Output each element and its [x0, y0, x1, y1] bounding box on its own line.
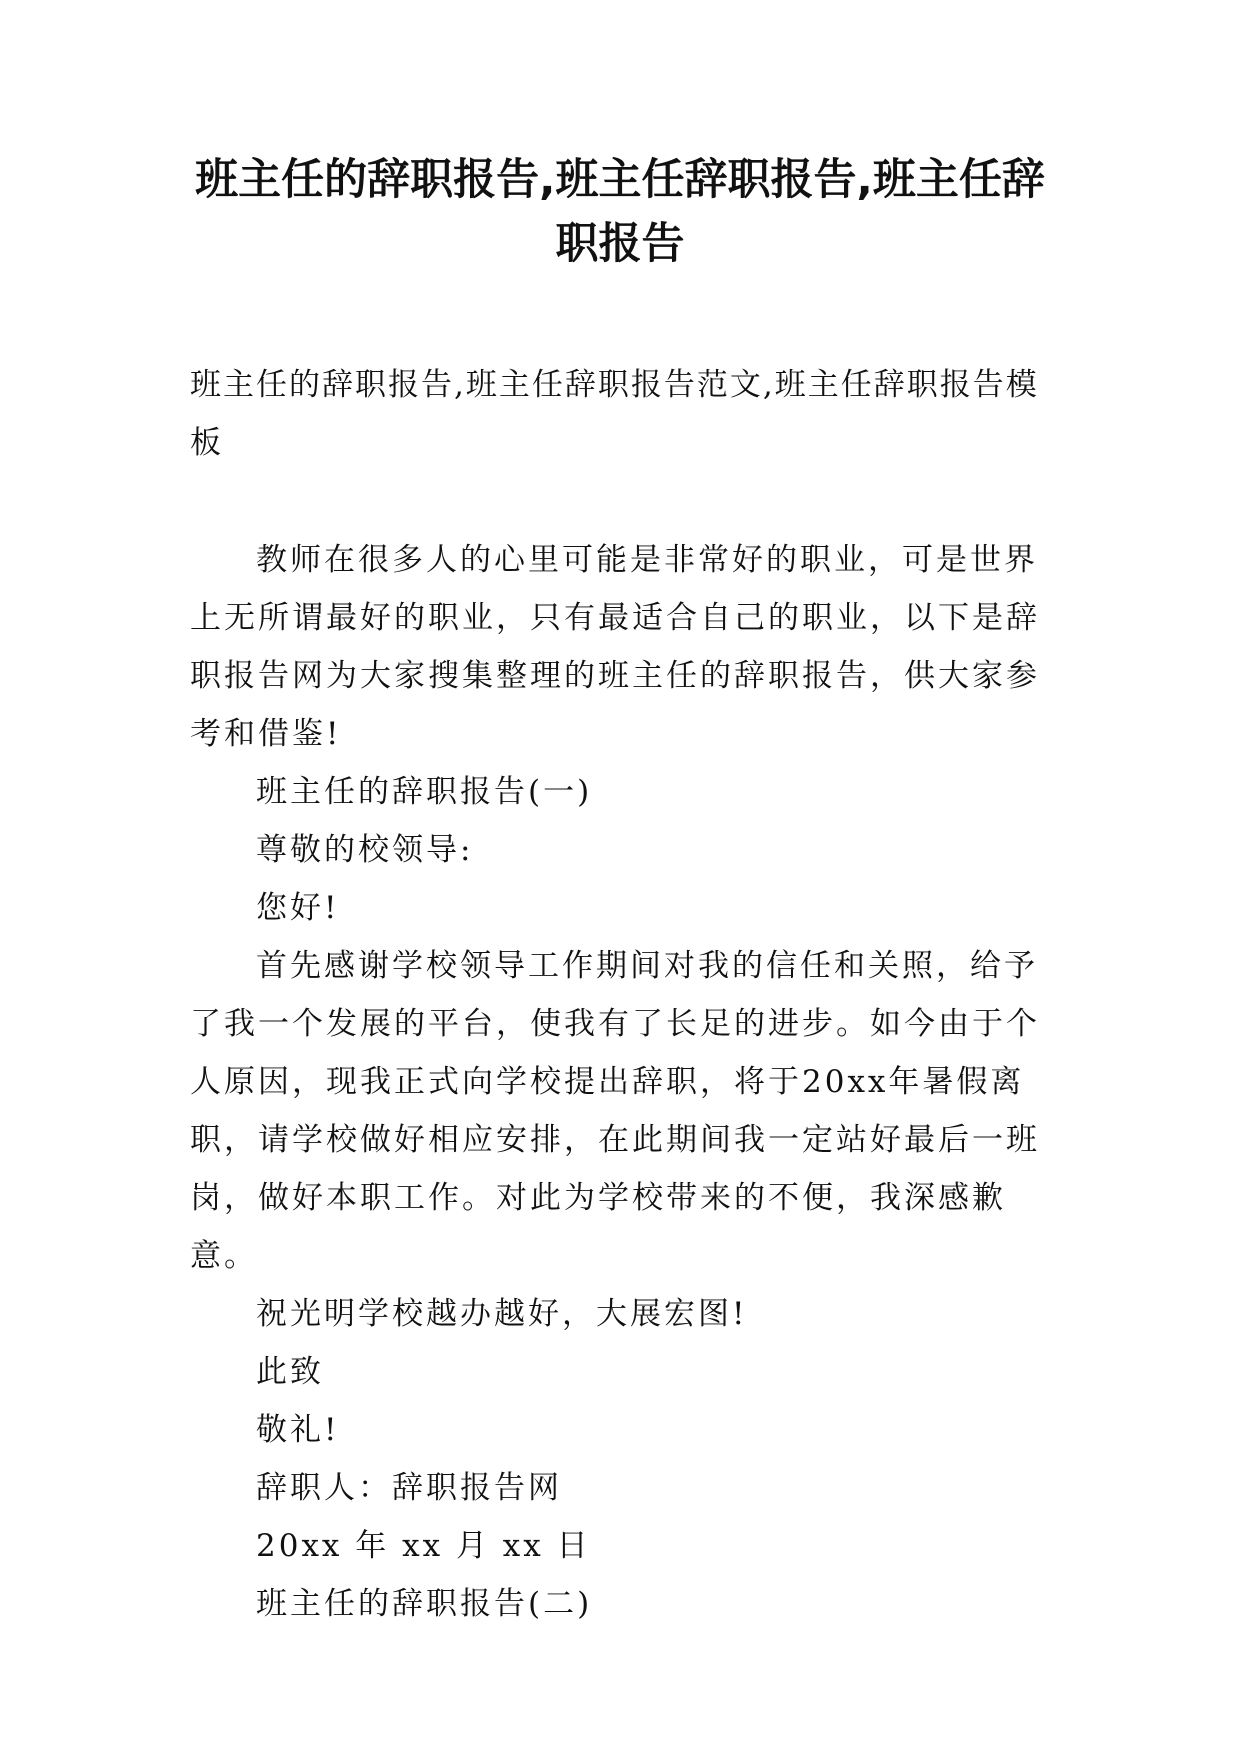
- section-heading-2: 班主任的辞职报告(二): [256, 1586, 593, 1622]
- document-title: 班主任的辞职报告,班主任辞职报告,班主任辞职报告: [195, 155, 1045, 269]
- section-heading-1: 班主任的辞职报告(一): [256, 774, 593, 810]
- salutation: 尊敬的校领导:: [256, 832, 474, 868]
- date-line: 20xx 年 xx 月 xx 日: [256, 1528, 591, 1564]
- signature-line: 辞职人：辞职报告网: [256, 1470, 562, 1506]
- intro-paragraph: 教师在很多人的心里可能是非常好的职业，可是世界上无所谓最好的职业，只有最适合自己的职业，以下是辞职报告网为大家搜集整理的班主任的辞职报告，供大家参考和借鉴!: [190, 542, 1040, 752]
- greeting: 您好!: [256, 890, 340, 926]
- closing-line-2: 敬礼!: [256, 1412, 340, 1448]
- main-paragraph: 首先感谢学校领导工作期间对我的信任和关照，给予了我一个发展的平台，使我有了长足的进步。如今由于个人原因，现我正式向学校提出辞职，将于20xx年暑假离职，请学校做好相应安排，在此期间我一定站好最后一班岗，做好本职工作。对此为学校带来的不便，我深感歉意。: [190, 948, 1040, 1274]
- closing-line-1: 此致: [256, 1354, 324, 1390]
- wish-line: 祝光明学校越办越好，大展宏图!: [256, 1296, 748, 1332]
- document-body: [190, 531, 1062, 1633]
- document-subtitle: 班主任的辞职报告,班主任辞职报告范文,班主任辞职报告模板: [190, 367, 1039, 461]
